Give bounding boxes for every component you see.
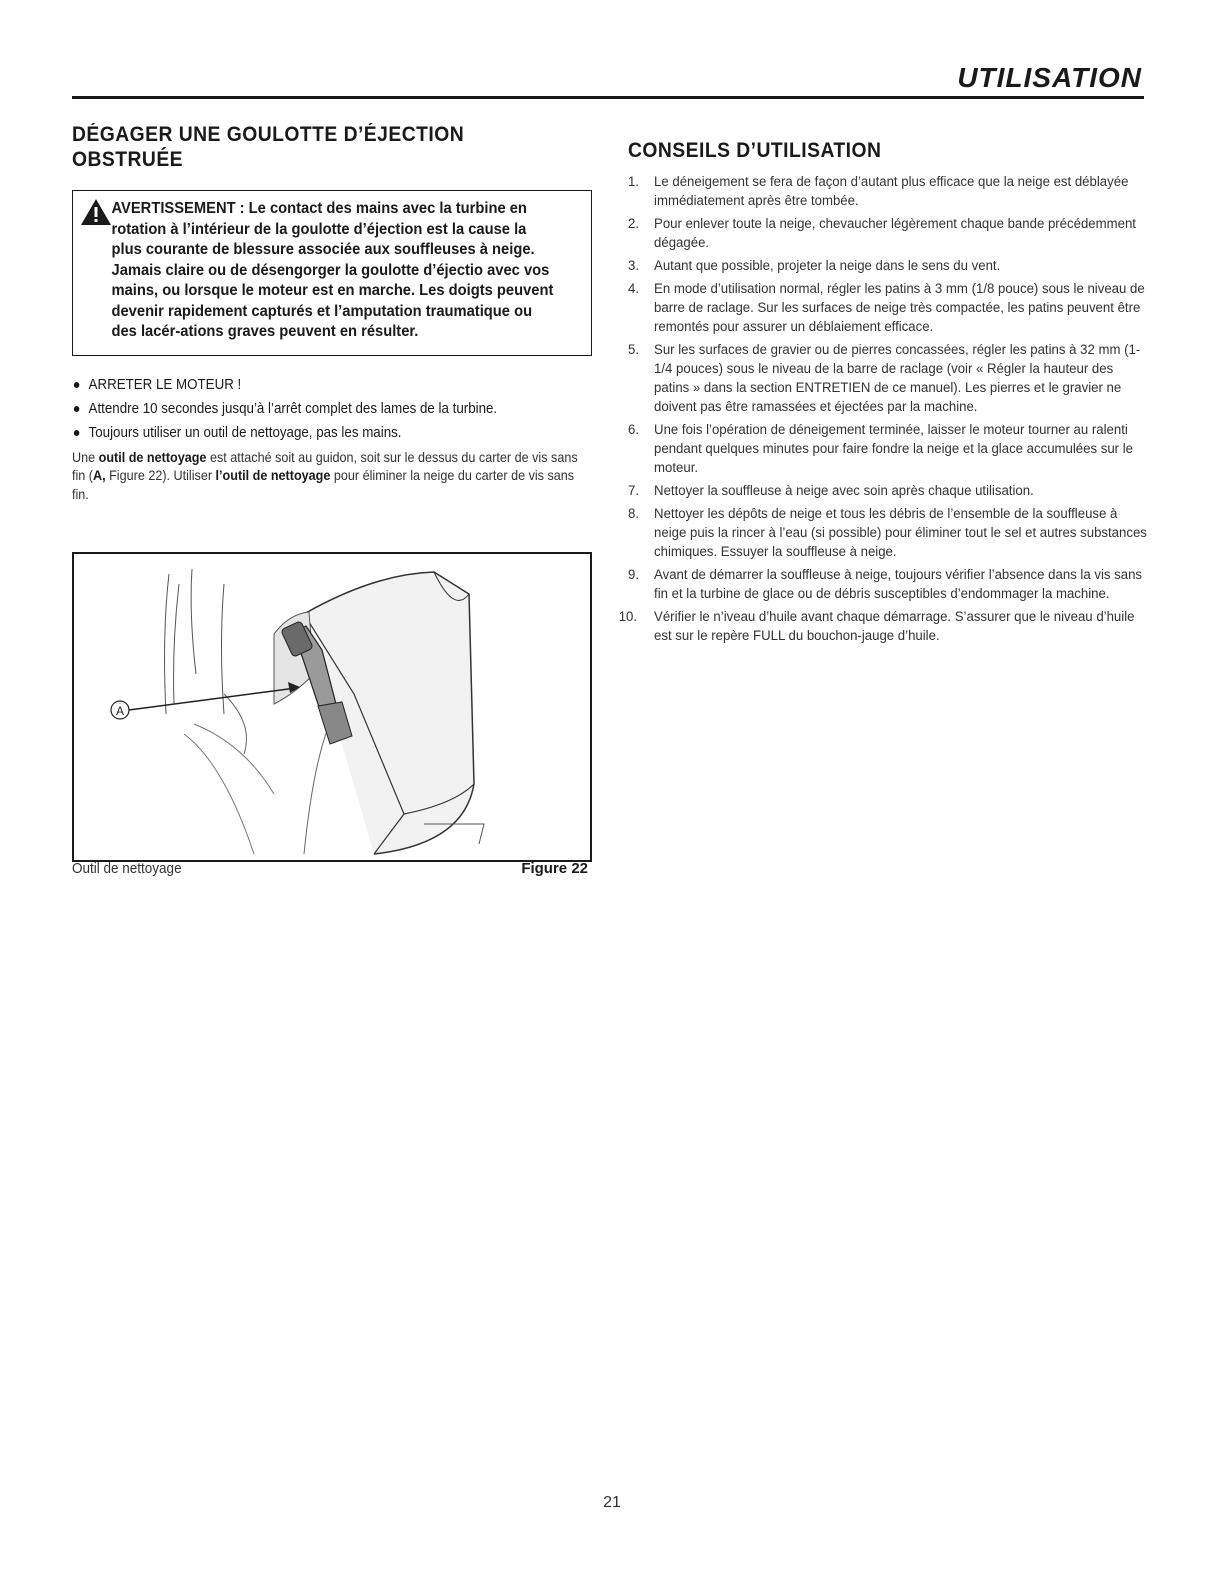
tip-item bbox=[628, 505, 1147, 562]
tip-text: Avant de démarrer la souffleuse à neige, toujours vérifier l’absence dans la vis sans fin et la turbine de glace ou de débris susceptibles d’endommager la machine. bbox=[654, 567, 1143, 603]
tip-text: Nettoyer les dépôts de neige et tous les débris de l’ensemble de la souffleuse à neige puis la rincer à l’eau (si possible) pour éliminer tout le sel et autres substances chimiques. Essuyer la souffleuse à neige. bbox=[654, 506, 1147, 561]
tip-text: Le déneigement se fera de façon d’autant plus efficace que la neige est déblayée immédiatement après être tombée. bbox=[654, 174, 1129, 210]
figure-label: Figure 22 bbox=[521, 860, 588, 877]
tip-number: 8. bbox=[628, 506, 640, 523]
para-bold: l’outil de nettoyage bbox=[215, 467, 331, 484]
tip-item bbox=[628, 173, 1147, 211]
bullet-item: Toujours utiliser un outil de nettoyage, pas les mains. bbox=[72, 424, 550, 443]
bullet-item: Attendre 10 secondes jusqu’à l’arrêt complet des lames de la turbine. bbox=[72, 400, 550, 419]
left-column bbox=[72, 122, 592, 503]
tip-item bbox=[628, 566, 1147, 604]
right-column bbox=[618, 138, 1147, 650]
figure-caption: Outil de nettoyage bbox=[72, 860, 182, 877]
tip-number: 7. bbox=[628, 483, 640, 500]
warning-box bbox=[72, 190, 592, 356]
para-text: Une bbox=[72, 448, 99, 465]
cleaning-tool-drawing bbox=[74, 554, 590, 860]
tip-item bbox=[628, 257, 1147, 276]
page-number: 21 bbox=[603, 1494, 621, 1511]
cleaning-tool-paragraph bbox=[72, 448, 594, 504]
para-text: Figure 22). Utiliser bbox=[105, 467, 216, 484]
section-title-clear-chute: DÉGAGER UNE GOULOTTE D’ÉJECTION OBSTRUÉE bbox=[72, 123, 465, 172]
tip-text: En mode d’utilisation normal, régler les patins à 3 mm (1/8 pouce) sous le niveau de barre de raclage. Sur les surfaces de neige très compactée, les patins peuvent être remontés pour assurer un déblaiement efficace. bbox=[654, 281, 1145, 336]
callout-a-label: A bbox=[115, 704, 125, 718]
tip-text: Autant que possible, projeter la neige dans le sens du vent. bbox=[654, 258, 1001, 275]
tip-item bbox=[628, 341, 1147, 417]
tip-item bbox=[628, 280, 1147, 337]
tip-text: Pour enlever toute la neige, chevaucher légèrement chaque bande précédemment dégagée. bbox=[654, 216, 1136, 252]
tip-number: 1. bbox=[628, 174, 640, 191]
tip-number: 9. bbox=[628, 567, 640, 584]
tip-number: 6. bbox=[628, 422, 640, 439]
usage-tips-list bbox=[618, 173, 1147, 646]
para-bold: A, bbox=[93, 467, 106, 484]
tip-text: Sur les surfaces de gravier ou de pierres concassées, régler les patins à 32 mm (1-1/4 pouces) sous le niveau de la barre de raclage (voir « Régler la hauteur des patins » dans la section ENTRETIEN de ce manuel). Les pierres et le gravier ne doivent pas être ramassées et éjectées par la machine. bbox=[654, 342, 1141, 416]
para-text: pour éliminer la neige du carter de vis sans fin. bbox=[72, 467, 575, 502]
figure-22-illustration bbox=[72, 552, 592, 862]
tip-text: Une fois l’opération de déneigement terminée, laisser le moteur tourner au ralenti pendant quelques minutes pour faire fondre la neige et la glace accumulées sur le moteur. bbox=[654, 422, 1134, 477]
tip-number: 2. bbox=[628, 216, 640, 233]
header-rule bbox=[72, 96, 1144, 99]
safety-bullet-list bbox=[72, 376, 592, 443]
page-header-title: UTILISATION bbox=[957, 62, 1142, 93]
tip-text: Nettoyer la souffleuse à neige avec soin après chaque utilisation. bbox=[654, 483, 1034, 500]
para-text: est attaché soit au guidon, soit sur le dessus du carter de vis sans fin ( bbox=[72, 448, 578, 484]
bullet-item: ARRETER LE MOTEUR ! bbox=[72, 376, 550, 395]
tip-number: 4. bbox=[628, 281, 640, 298]
tip-item bbox=[628, 215, 1147, 253]
tip-item bbox=[628, 421, 1147, 478]
para-bold: outil de nettoyage bbox=[98, 448, 207, 465]
section-title-usage-tips: CONSEILS D’UTILISATION bbox=[628, 139, 882, 162]
tip-number: 3. bbox=[628, 258, 640, 275]
tip-item bbox=[618, 608, 1147, 646]
tip-item bbox=[628, 482, 1147, 501]
tip-number: 5. bbox=[628, 342, 640, 359]
figure-caption-row bbox=[72, 860, 588, 882]
tip-number: 10. bbox=[618, 609, 638, 626]
warning-text: AVERTISSEMENT : Le contact des mains avec la turbine en rotation à l’intérieur de la goulotte d’éjection est la cause la plus courante de blessure associée aux souffleuses à neige. Jamais claire ou de désengorger la goulotte d’éjectio avec vos mains, ou lorsque le moteur est en marche. Les doigts peuvent devenir rapidement capturés et l’amputation traumatique ou des lacér-ations graves peuvent en résulter. bbox=[111, 200, 554, 341]
tip-text: Vérifier le n’iveau d’huile avant chaque démarrage. S’assurer que le niveau d’huile est sur le repère FULL du bouchon-jauge d’huile. bbox=[654, 609, 1135, 645]
